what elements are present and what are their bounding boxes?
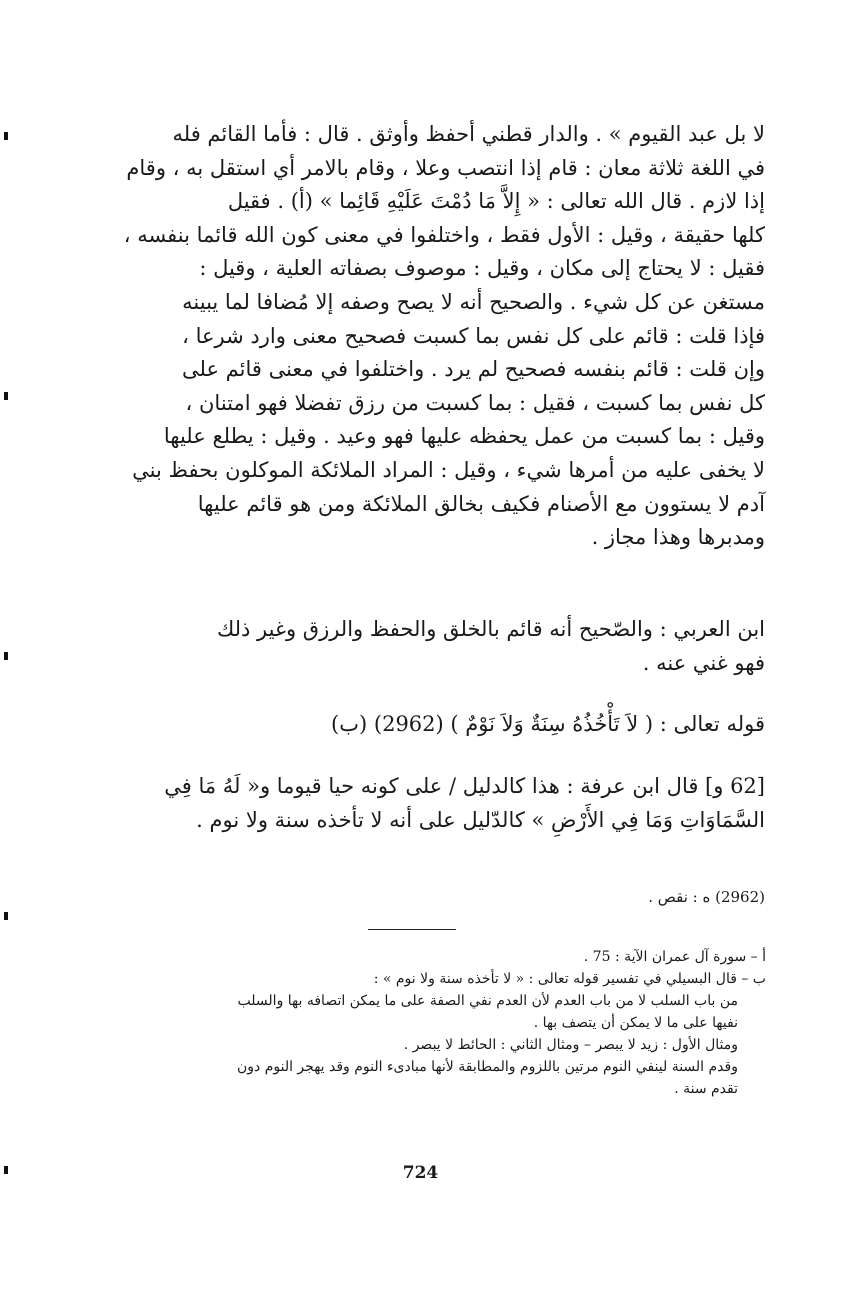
- note-line: أ – سورة آل عمران الآية : 75 .: [583, 949, 766, 965]
- text-line: في اللغة ثلاثة معان : قام إذا انتصب وعلا ، وقام بالامر أي استقل به ، وقام: [126, 155, 765, 180]
- text-line: كل نفس بما كسبت ، فقيل : بما كسبت من رزق تفضلا فهو امتنان ،: [185, 390, 765, 415]
- text-line: وقيل : بما كسبت من عمل يحفظه عليها فهو وعيد . وقيل : يطلع عليها: [163, 424, 765, 449]
- note-line: وقدم السنة لينفي النوم مرتين باللزوم والمطابقة لأنها مبادىء النوم وقد يهجر النوم دون: [236, 1059, 738, 1075]
- editor-notes: [98, 946, 766, 1100]
- note-line: من باب السلب لا من باب العدم لأن العدم نفي الصفة على ما يمكن اتصافه بها والسلب: [237, 993, 738, 1009]
- margin-tick-mark: [4, 912, 8, 920]
- note-line: نفيها على ما لا يمكن أن يتصف بها .: [533, 1015, 738, 1031]
- main-paragraph: [96, 118, 765, 555]
- variant-footnote: (2962) ه : نقص .: [648, 888, 765, 906]
- text-line: فقيل : لا يحتاج إلى مكان ، وقيل : موصوف بصفاته العلية ، وقيل :: [199, 256, 765, 281]
- text-line: ومدبرها وهذا مجاز .: [591, 525, 765, 550]
- note-line: ب – قال البسيلي في تفسير قوله تعالى : « لا تأخذه سنة ولا نوم » :: [373, 971, 766, 987]
- ibn-arafa-paragraph: [96, 770, 765, 837]
- margin-tick-mark: [4, 392, 8, 400]
- text-line: ابن العربي : والصّحيح أنه قائم بالخلق والحفظ والرزق وغير ذلك: [216, 617, 765, 641]
- margin-tick-mark: [4, 132, 8, 140]
- text-line: لا يخفى عليه من أمرها شيء ، وقيل : المراد الملائكة الموكلون بحفظ بني: [132, 457, 765, 482]
- text-line: فإذا قلت : قائم على كل نفس بما كسبت فصحيح معنى وارد شرعا ،: [182, 323, 765, 348]
- note-line: ومثال الأول : زيد لا يبصر – ومثال الثاني : الحائط لا يبصر .: [403, 1037, 738, 1053]
- margin-tick-mark: [4, 652, 8, 660]
- text-line: آدم لا يستوون مع الأصنام فكيف بخالق الملائكة ومن هو قائم عليها: [197, 491, 765, 516]
- text-line: مستغن عن كل شيء . والصحيح أنه لا يصح وصفه إلا مُضافا لما يبينه: [182, 289, 765, 314]
- text-line: السَّمَاوَاتِ وَمَا فِي الأَرْضِ » كالدّليل على أنه لا تأخذه سنة ولا نوم .: [196, 807, 765, 832]
- notes-divider: [368, 929, 456, 930]
- text-line: إذا لازم . قال الله تعالى : « إِلاَّ مَا دُمْتَ عَلَيْهِ قَائِما » (أ) . فقيل: [227, 189, 765, 214]
- text-line: وإن قلت : قائم بنفسه فصحيح لم يرد . واختلفوا في معنى قائم على: [181, 357, 765, 382]
- verse-heading: [96, 708, 765, 742]
- text-line: [62 و] قال ابن عرفة : هذا كالدليل / على كونه حيا قيوما و« لَهُ مَا فِي: [164, 774, 765, 798]
- ibn-arabi-paragraph: [96, 613, 765, 680]
- text-line: قوله تعالى : ( لاَ تَأْخُذُهُ سِنَةٌ وَلاَ نَوْمٌ ) (2962) (ب): [331, 712, 765, 736]
- page-number: 724: [402, 1163, 439, 1183]
- note-line: تقدم سنة .: [674, 1081, 738, 1097]
- text-line: كلها حقيقة ، وقيل : الأول فقط ، واختلفوا في معنى كون الله قائما بنفسه ،: [123, 222, 765, 247]
- text-line: لا بل عبد القيوم » . والدار قطني أحفظ وأوثق . قال : فأما القائم فله: [172, 122, 765, 146]
- text-line: فهو غني عنه .: [642, 650, 765, 675]
